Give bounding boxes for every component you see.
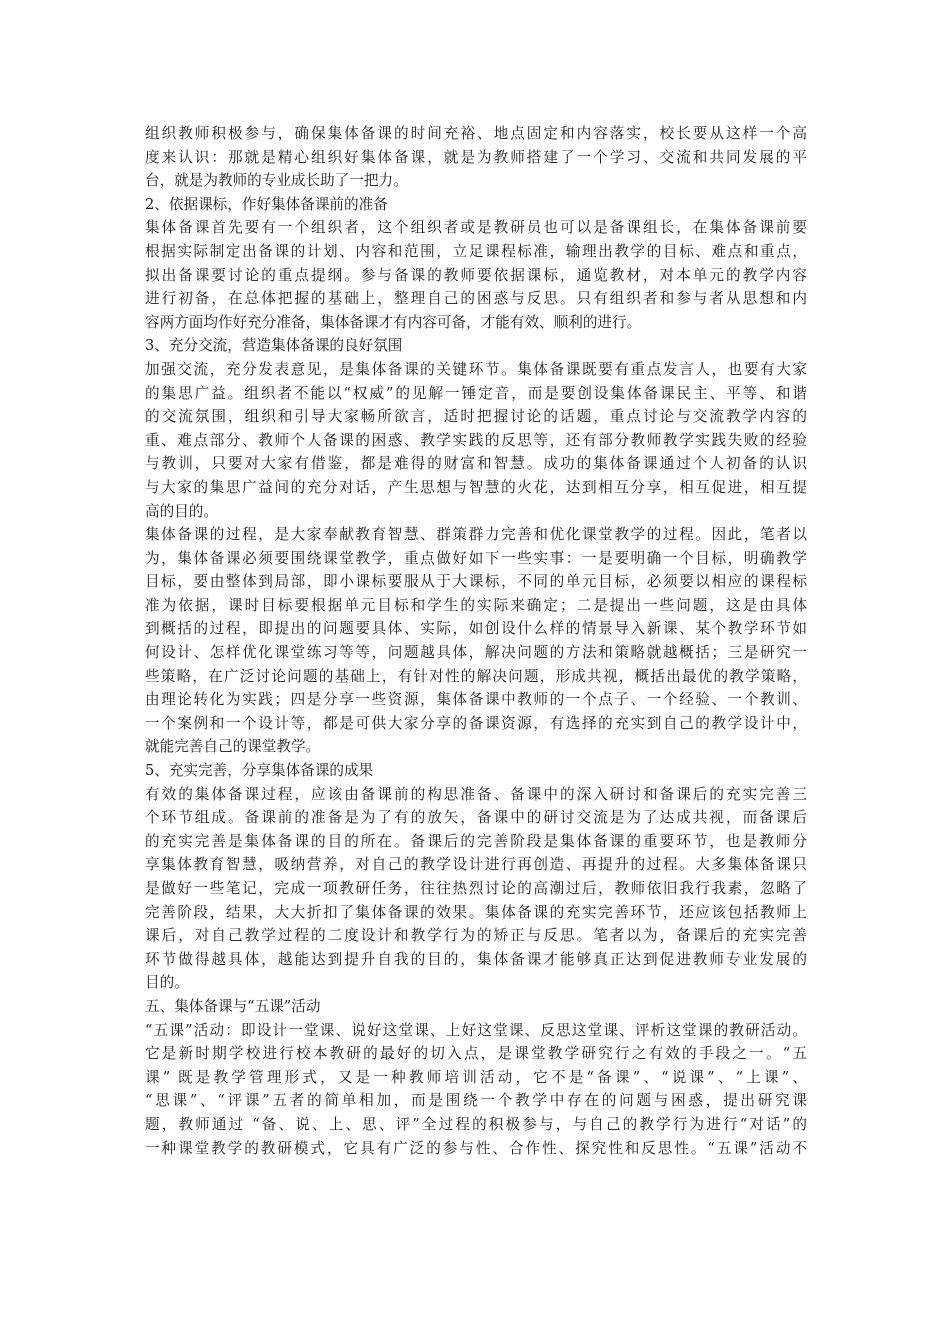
text-line: 一种课堂教学的教研模式，它具有广泛的参与性、合作性、探究性和反思性。“五课”活动不 (145, 1139, 807, 1157)
text-line: 一个案例和一个设计等，都是可供大家分享的备课资源，有选择的充实到自己的教学设计中， (145, 714, 807, 732)
text-line: “五课”活动：即设计一堂课、说好这堂课、上好这堂课、反思这堂课、评析这堂课的教研活动。 (145, 1021, 807, 1039)
text-line: 根据实际制定出备课的计划、内容和范围，立足课程标准，输理出教学的目标、难点和重点， (145, 242, 807, 260)
text-line: 由理论转化为实践；四是分享一些资源，集体备课中教师的一个点子、一个经验、一个教训、 (145, 691, 807, 709)
text-line: 享集体教育智慧，吸纳营养，对自己的教学设计进行再创造、再提升的过程。大多集体备课只 (145, 856, 807, 874)
text-line: 目的。 (145, 974, 189, 992)
text-line: 与大家的集思广益间的充分对话，产生思想与智慧的火花，达到相互分享，相互促进，相互提 (145, 478, 807, 496)
text-line: 3、充分交流，营造集体备课的良好氛围 (145, 337, 403, 355)
text-line: 台，就是为教师的专业成长助了一把力。 (145, 172, 408, 190)
text-line: 重、难点部分、教师个人备课的困惑、教学实践的反思等，还有部分教师教学实践失败的经验 (145, 431, 807, 449)
text-line: 为，集体备课必须要围绕课堂教学，重点做好如下一些实事：一是要明确一个目标，明确教学 (145, 549, 807, 567)
text-line: 个环节组成。备课前的准备是为了有的放矢，备课中的研讨交流是为了达成共视，而备课后 (145, 809, 807, 827)
text-line: 些策略，在广泛讨论问题的基础上，有针对性的解决问题，形成共视，概括出最优的教学策略， (145, 667, 807, 685)
text-line: 是做好一些笔记，完成一项教研任务，往往热烈讨论的高潮过后，教师依旧我行我素，忽略了 (145, 880, 807, 897)
text-line: 度来认识：那就是精心组织好集体备课，就是为教师搭建了一个学习、交流和共同发展的平 (145, 148, 807, 166)
text-line: 与教训，只要对大家有借鉴，都是难得的财富和智慧。成功的集体备课通过个人初备的认识 (145, 455, 807, 473)
text-line: 集体备课首先要有一个组织者，这个组织者或是教研员也可以是备课组长，在集体备课前要 (145, 219, 807, 237)
text-line: 的交流氛围，组织和引导大家畅所欲言，适时把握讨论的话题，重点讨论与交流教学内容的 (145, 408, 807, 426)
text-line: 有效的集体备课过程，应该由备课前的构思准备、备课中的深入研讨和备课后的充实完善三 (145, 785, 807, 803)
text-line: 课” 既是教学管理形式，又是一种教师培训活动，它不是“备课”、“说课”、“上课”、 (145, 1068, 807, 1086)
text-line: 课后，对自己教学过程的二度设计和教学行为的矫正与反思。笔者以为，备课后的充实完善 (145, 927, 807, 945)
text-line: 高的目的。 (145, 502, 218, 520)
text-line: 2、依据课标，作好集体备课前的准备 (145, 195, 388, 213)
text-line: 加强交流，充分发表意见，是集体备课的关键环节。集体备课既要有重点发言人，也要有大家 (145, 360, 807, 378)
text-line: 拟出备课要讨论的重点提纲。参与备课的教师要依据课标，通览教材，对本单元的教学内容 (145, 266, 807, 284)
text-line: 进行初备，在总体把握的基础上，整理自己的困惑与反思。只有组织者和参与者从思想和内 (145, 290, 807, 308)
text-line: 完善阶段，结果，大大折扣了集体备课的效果。集体备课的充实完善环节，还应该包括教师上 (145, 903, 807, 921)
text-line: 题，教师通过 “备、说、上、思、评”全过程的积极参与，与自己的教学行为进行“对话”的 (145, 1115, 807, 1133)
document-page (145, 122, 807, 1160)
text-line: 五、集体备课与“五课”活动 (145, 997, 321, 1015)
text-line: “思课”、“评课”五者的简单相加，而是围绕一个教学中存在的问题与困惑，提出研究课 (145, 1092, 807, 1110)
text-line: 5、充实完善，分享集体备课的成果 (145, 762, 374, 780)
text-line: 到概括的过程，即提出的问题要具体、实际，如创设什么样的情景导入新课、某个教学环节如 (145, 620, 807, 638)
text-line: 容两方面均作好充分准备，集体备课才有内容可备，才能有效、顺利的进行。 (145, 313, 642, 331)
text-line: 就能完善自己的课堂教学。 (145, 738, 321, 756)
text-line: 准为依据，课时目标要根据单元目标和学生的实际来确定；二是提出一些问题，这是由具体 (145, 596, 807, 614)
text-line: 的集思广益。组织者不能以“权威”的见解一锤定音，而是要创设集体备课民主、平等、和谐 (145, 384, 807, 402)
text-line: 何设计、怎样优化课堂练习等等，问题越具体，解决问题的方法和策略就越概括；三是研究一 (145, 644, 807, 662)
text-line: 目标，要由整体到局部，即小课标要服从于大课标，不同的单元目标，必须要以相应的课程标 (145, 573, 807, 591)
text-line: 环节做得越具体，越能达到提升自我的目的，集体备课才能够真正达到促进教师专业发展的 (145, 950, 807, 968)
text-line: 组织教师积极参与，确保集体备课的时间充裕、地点固定和内容落实，校长要从这样一个高 (145, 125, 807, 142)
text-line: 的充实完善是集体备课的目的所在。备课后的完善阶段是集体备课的重要环节，也是教师分 (145, 832, 807, 850)
text-line: 它是新时期学校进行校本教研的最好的切入点，是课堂教学研究行之有效的手段之一。“五 (145, 1045, 807, 1063)
text-line: 集体备课的过程，是大家奉献教育智慧、群策群力完善和优化课堂教学的过程。因此，笔者以 (145, 526, 807, 544)
